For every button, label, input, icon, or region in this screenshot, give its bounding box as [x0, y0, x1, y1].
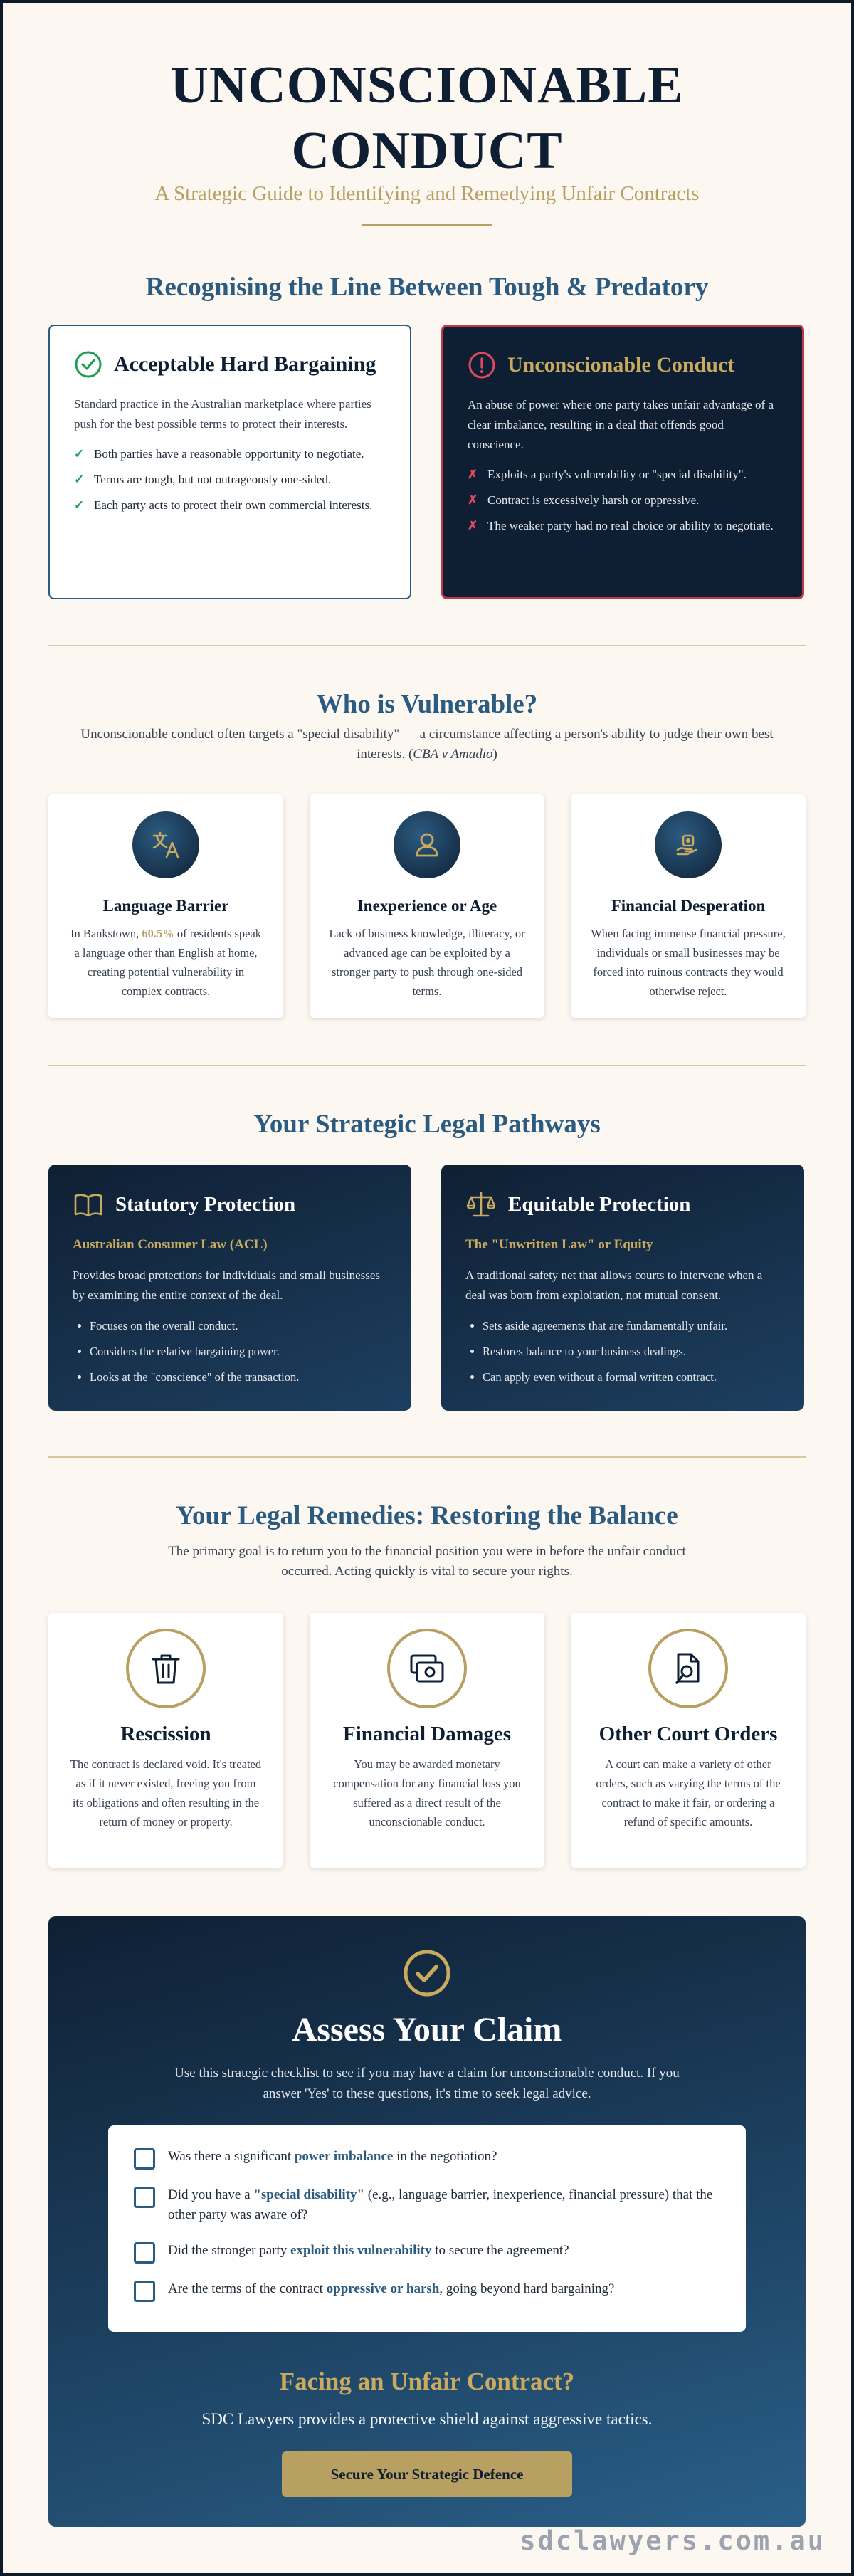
card-text: When facing immense financial pressure, individuals or small businesses may be forced into ruinous contracts they would otherwise reject. [591, 927, 786, 998]
remedy-card-damages [310, 1613, 544, 1868]
list-item: • Considers the relative bargaining power. [90, 1342, 387, 1361]
list-item: • Sets aside agreements that are fundamentally unfair. [483, 1317, 780, 1335]
checkbox[interactable] [134, 2281, 155, 2302]
list-item: • Focuses on the overall conduct. [90, 1317, 387, 1335]
equitable-body: A traditional safety net that allows courts to intervene when a deal was born from exploitation, not mutual consent. [465, 1268, 763, 1302]
list-item: ✓ Terms are tough, but not outrageously one-sided. [74, 470, 386, 490]
secure-defence-button[interactable]: Secure Your Strategic Defence [282, 2451, 572, 2497]
card-title: Rescission [120, 1723, 211, 1745]
icon-badge [394, 811, 460, 878]
vulnerable-card-language [48, 794, 283, 1018]
money-icon [407, 1649, 447, 1688]
checklist-item [134, 2185, 720, 2225]
remedy-card-rescission [48, 1613, 283, 1868]
vulnerable-card-inexperience [310, 794, 544, 1018]
checkbox[interactable] [134, 2242, 155, 2264]
assess-claim-panel [48, 1916, 806, 2527]
list-item: ✗ Contract is excessively harsh or oppressive. [468, 490, 778, 510]
checkbox[interactable] [134, 2148, 155, 2170]
icon-badge [132, 811, 199, 878]
card-text: The contract is declared void. It's treated as if it never existed, freeing you from its obligations and often resulting in the return of money or property. [70, 1757, 262, 1829]
list-item: ✓ Each party acts to protect their own commercial interests. [74, 495, 386, 515]
card-text: You may be awarded monetary compensation for any financial loss you suffered as a direct result of the unconscionable conduct. [333, 1757, 521, 1829]
checklist-item [134, 2241, 720, 2264]
equitable-card [441, 1165, 804, 1411]
card-text: In Bankstown, 60.5% of residents speak a language other than English at home, creating potential vulnerability in complex contracts. [70, 927, 262, 998]
card-title: Other Court Orders [599, 1723, 778, 1745]
check-circle-icon [401, 1947, 453, 1999]
statutory-card [48, 1165, 411, 1411]
hand-coins-icon [672, 829, 705, 861]
remedies-title: Your Legal Remedies: Restoring the Balance [176, 1501, 678, 1530]
card-title: Language Barrier [102, 897, 229, 915]
list-item: ✓ Both parties have a reasonable opportunity to negotiate. [74, 444, 386, 464]
cross-mark-icon: ✗ [468, 468, 478, 481]
acceptable-title: Acceptable Hard Bargaining [114, 352, 376, 376]
pathways-title: Your Strategic Legal Pathways [253, 1110, 601, 1139]
cross-mark-icon: ✗ [468, 493, 478, 507]
vulnerable-card-financial [571, 794, 806, 1018]
cross-mark-icon: ✗ [468, 519, 478, 532]
remedy-card-court-orders [571, 1613, 806, 1868]
cta-desc: SDC Lawyers provides a protective shield against aggressive tactics. [201, 2410, 653, 2428]
unconscionable-body: An abuse of power where one party takes unfair advantage of a clear imbalance, resulting in a deal that offends good conscience. [468, 398, 774, 451]
statutory-subtitle: Australian Consumer Law (ACL) [73, 1237, 268, 1252]
unconscionable-list [468, 465, 778, 536]
alert-circle-icon [468, 351, 496, 379]
list-item: • Restores balance to your business dealings. [483, 1342, 780, 1361]
case-citation: CBA v Amadio [413, 747, 493, 762]
equitable-list [465, 1317, 780, 1387]
section-divider [48, 645, 806, 646]
remedies-desc: The primary goal is to return you to the financial position you were in before the unfair conduct occurred. Acting quickly is vital to secure your rights. [168, 1544, 686, 1579]
claim-desc: Use this strategic checklist to see if you may have a claim for unconscionable conduct. If you answer 'Yes' to these questions, it's time to seek legal advice. [174, 2066, 680, 2101]
statutory-list [73, 1317, 387, 1387]
document-search-icon [670, 1650, 707, 1687]
check-mark-icon: ✓ [74, 498, 85, 512]
vulnerable-desc: Unconscionable conduct often targets a "special disability" — a circumstance affecting a person's ability to judge their own best interests. (CBA v Amadio) [80, 727, 774, 762]
checklist-item [134, 2147, 720, 2170]
card-text: Lack of business knowledge, illiteracy, or advanced age can be exploited by a stronger party to push through one-sided terms. [329, 927, 525, 998]
card-title: Financial Damages [342, 1723, 512, 1745]
section-divider [48, 1456, 806, 1458]
check-mark-icon: ✓ [74, 447, 85, 461]
unconscionable-card [441, 325, 804, 599]
acceptable-card [48, 325, 411, 599]
list-item: ✗ Exploits a party's vulnerability or "special disability". [468, 465, 778, 485]
cta-title: Facing an Unfair Contract? [279, 2367, 575, 2395]
title-line-2: CONDUCT [291, 122, 563, 180]
equitable-title: Equitable Protection [508, 1192, 691, 1216]
book-icon [73, 1189, 104, 1220]
check-mark-icon: ✓ [74, 473, 85, 486]
person-icon [411, 829, 443, 861]
claim-checklist [108, 2125, 746, 2332]
check-circle-icon [74, 350, 102, 379]
checklist-text: Are the terms of the contract oppressive or harsh, going beyond hard bargaining? [168, 2281, 615, 2296]
icon-badge [648, 1629, 728, 1708]
card-text: A court can make a variety of other orders, such as varying the terms of the contract to make it fair, or ordering a refund of specific amounts. [596, 1757, 781, 1829]
list-item: • Looks at the "conscience" of the transaction. [90, 1368, 387, 1387]
content [48, 3, 806, 2573]
stat-highlight: 60.5% [142, 927, 174, 940]
list-item: • Can apply even without a formal written contract. [483, 1368, 780, 1387]
icon-badge [387, 1629, 467, 1708]
scales-icon [465, 1189, 497, 1220]
page-subtitle: A Strategic Guide to Identifying and Remedying Unfair Contracts [154, 182, 700, 205]
checklist-text: Did the stronger party exploit this vulnerability to secure the agreement? [168, 2243, 569, 2258]
equitable-subtitle: The "Unwritten Law" or Equity [465, 1237, 653, 1252]
card-title: Financial Desperation [611, 897, 766, 915]
translate-icon [149, 829, 182, 861]
card-title: Inexperience or Age [357, 897, 497, 915]
icon-badge [655, 811, 722, 878]
checkbox[interactable] [134, 2187, 155, 2208]
list-item: ✗ The weaker party had no real choice or ability to negotiate. [468, 516, 778, 536]
section-divider [48, 1065, 806, 1066]
checklist-item [134, 2279, 720, 2302]
unconscionable-title: Unconscionable Conduct [507, 353, 735, 377]
trash-icon [147, 1650, 184, 1687]
statutory-title: Statutory Protection [115, 1192, 296, 1216]
claim-title: Assess Your Claim [292, 2011, 562, 2049]
statutory-body: Provides broad protections for individuals and small businesses by examining the entire context of the deal. [73, 1268, 381, 1302]
checklist-text: Was there a significant power imbalance in the negotiation? [168, 2149, 497, 2164]
icon-badge [126, 1629, 206, 1708]
checklist-text: Did you have a "special disability" (e.g., language barrier, inexperience, financial pressure) that the other party was aware of? [168, 2187, 713, 2222]
line-section-title: Recognising the Line Between Tough & Predatory [145, 273, 709, 302]
vulnerable-title: Who is Vulnerable? [316, 690, 538, 719]
acceptable-list [74, 444, 386, 515]
page-title [48, 53, 806, 184]
page [3, 3, 851, 2573]
title-line-1: UNCONSCIONABLE [170, 56, 684, 115]
acceptable-body: Standard practice in the Australian marketplace where parties push for the best possible terms to protect their interests. [74, 397, 371, 431]
header-divider [362, 224, 492, 226]
footer-brand: sdclawyers.com.au [520, 2525, 826, 2556]
